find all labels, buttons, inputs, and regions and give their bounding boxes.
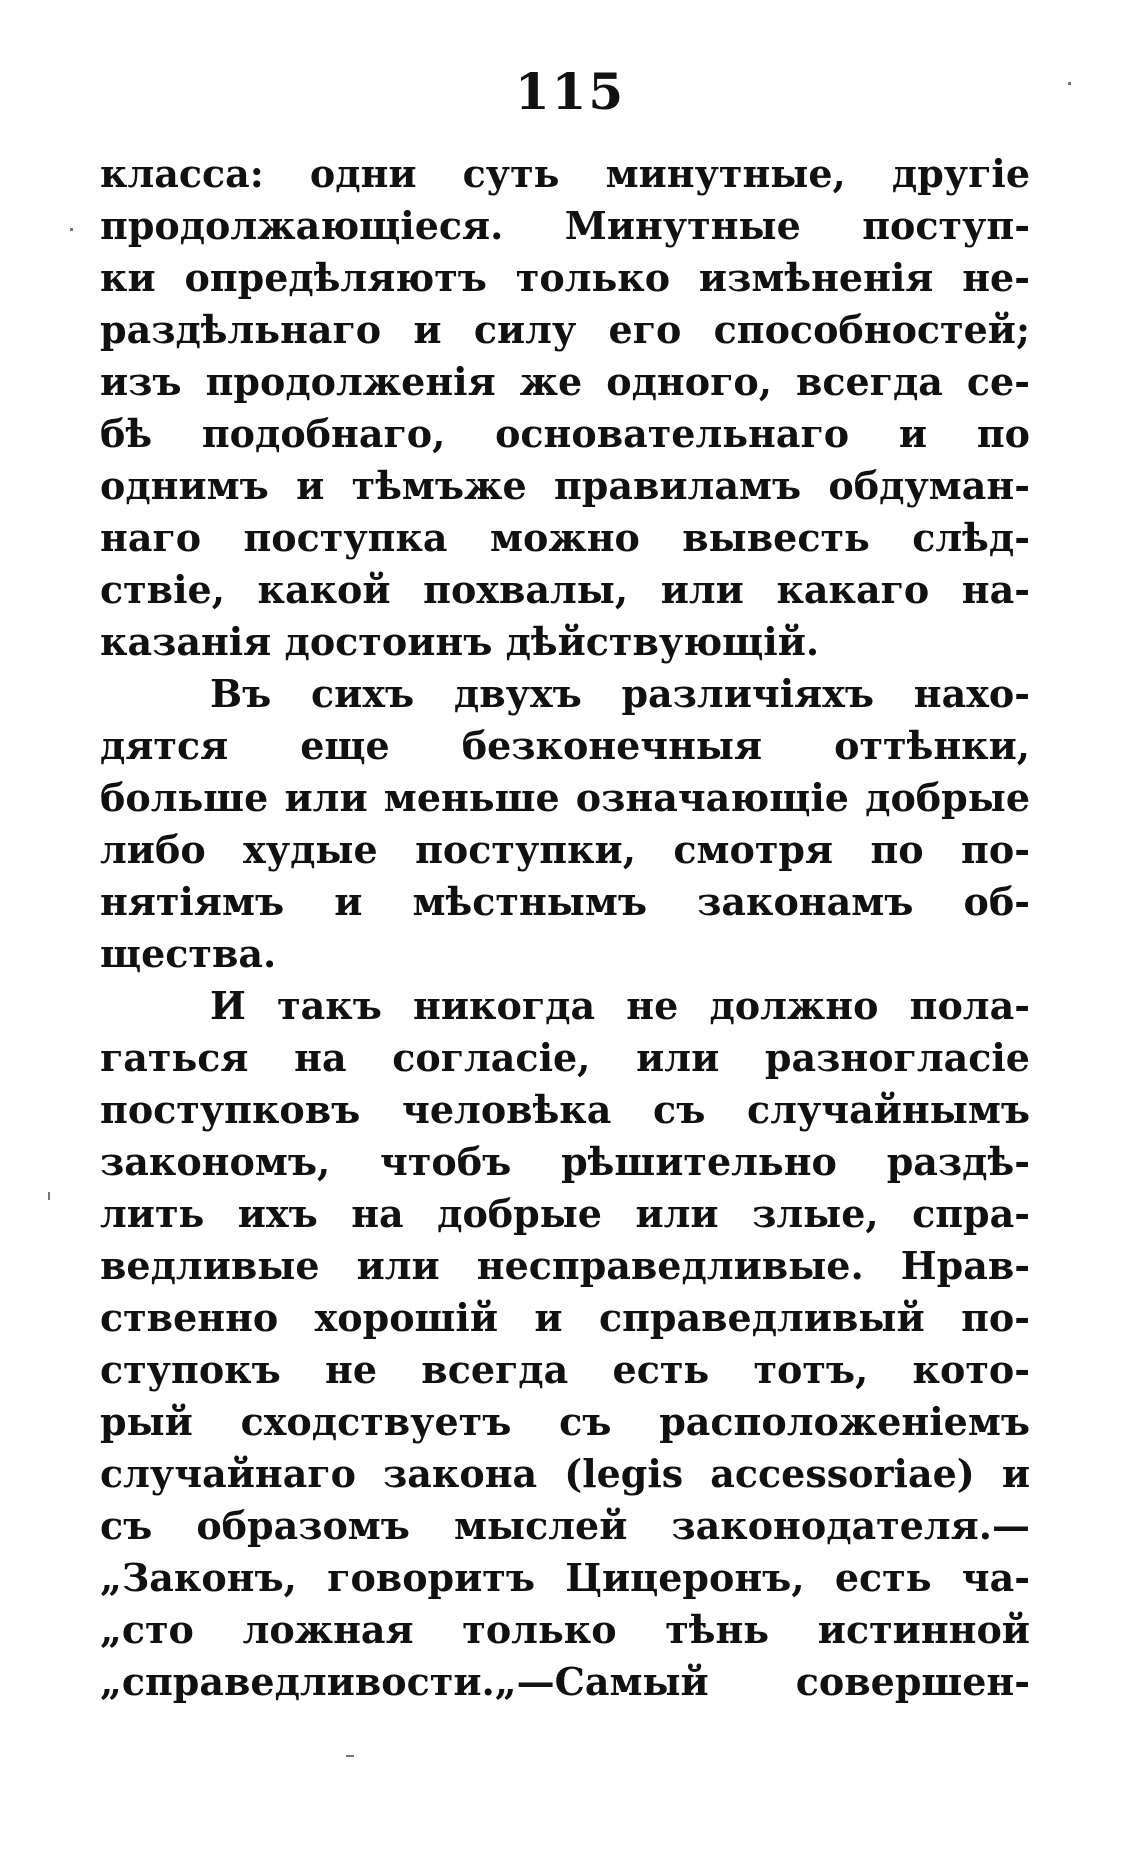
text-line: „Законъ, говоритъ Цицеронъ, есть ча- bbox=[100, 1555, 1030, 1600]
text-line: продолжающіеся. Минутные поступ- bbox=[100, 203, 1030, 248]
text-line: гаться на согласіе, или разногласіе bbox=[100, 1035, 1030, 1080]
text-line: закономъ, чтобъ рѣшительно раздѣ- bbox=[100, 1139, 1030, 1184]
text-line: дятся еще безконечныя оттѣнки, bbox=[100, 723, 1030, 768]
text-line: щества. bbox=[100, 931, 277, 976]
text-line: бѣ подобнаго, основательнаго и по bbox=[100, 411, 1030, 456]
text-line: больше или меньше означающіе добрые bbox=[100, 775, 1030, 820]
text-line: ственно хорошій и справедливый по- bbox=[100, 1295, 1030, 1340]
text-line: ки опредѣляютъ только измѣненія не- bbox=[100, 255, 1030, 300]
text-line: рый сходствуетъ съ расположеніемъ bbox=[100, 1399, 1030, 1444]
body-text bbox=[100, 148, 1030, 1708]
scan-speck bbox=[346, 1755, 354, 1757]
text-line: случайнаго закона (legis accessoriae) и bbox=[100, 1451, 1030, 1496]
text-line: „сто ложная только тѣнь истинной bbox=[100, 1607, 1030, 1652]
text-line: изъ продолженія же одного, всегда се- bbox=[100, 359, 1030, 404]
text-line: ствіе, какой похвалы, или какаго на- bbox=[100, 567, 1030, 612]
text-line: раздѣльнаго и силу его способностей; bbox=[100, 307, 1030, 352]
text-line: ступокъ не всегда есть тотъ, кото- bbox=[100, 1347, 1030, 1392]
scan-speck bbox=[1068, 82, 1071, 85]
text-line: наго поступка можно вывесть слѣд- bbox=[100, 515, 1030, 560]
page-number: 115 bbox=[514, 62, 626, 121]
text-line: либо худые поступки, смотря по по- bbox=[100, 827, 1030, 872]
text-line: Въ сихъ двухъ различіяхъ нахо- bbox=[210, 671, 1030, 716]
text-line: казанія достоинъ дѣйствующій. bbox=[100, 619, 820, 664]
text-line: „справедливости.„—Самый совершен- bbox=[100, 1659, 1030, 1704]
text-line: ведливые или несправедливые. Нрав- bbox=[100, 1243, 1030, 1288]
text-line: однимъ и тѣмъже правиламъ обдуман- bbox=[100, 463, 1030, 508]
text-line: лить ихъ на добрые или злые, спра- bbox=[100, 1191, 1030, 1236]
scan-speck bbox=[48, 1192, 50, 1200]
text-line: класса: одни суть минутные, другіе bbox=[100, 151, 1030, 196]
scan-speck bbox=[70, 228, 73, 231]
text-line: съ образомъ мыслей законодателя.— bbox=[100, 1503, 1030, 1548]
text-line: И такъ никогда не должно пола- bbox=[210, 983, 1030, 1028]
text-line: нятіямъ и мѣстнымъ законамъ об- bbox=[100, 879, 1030, 924]
text-line: поступковъ человѣка съ случайнымъ bbox=[100, 1087, 1030, 1132]
